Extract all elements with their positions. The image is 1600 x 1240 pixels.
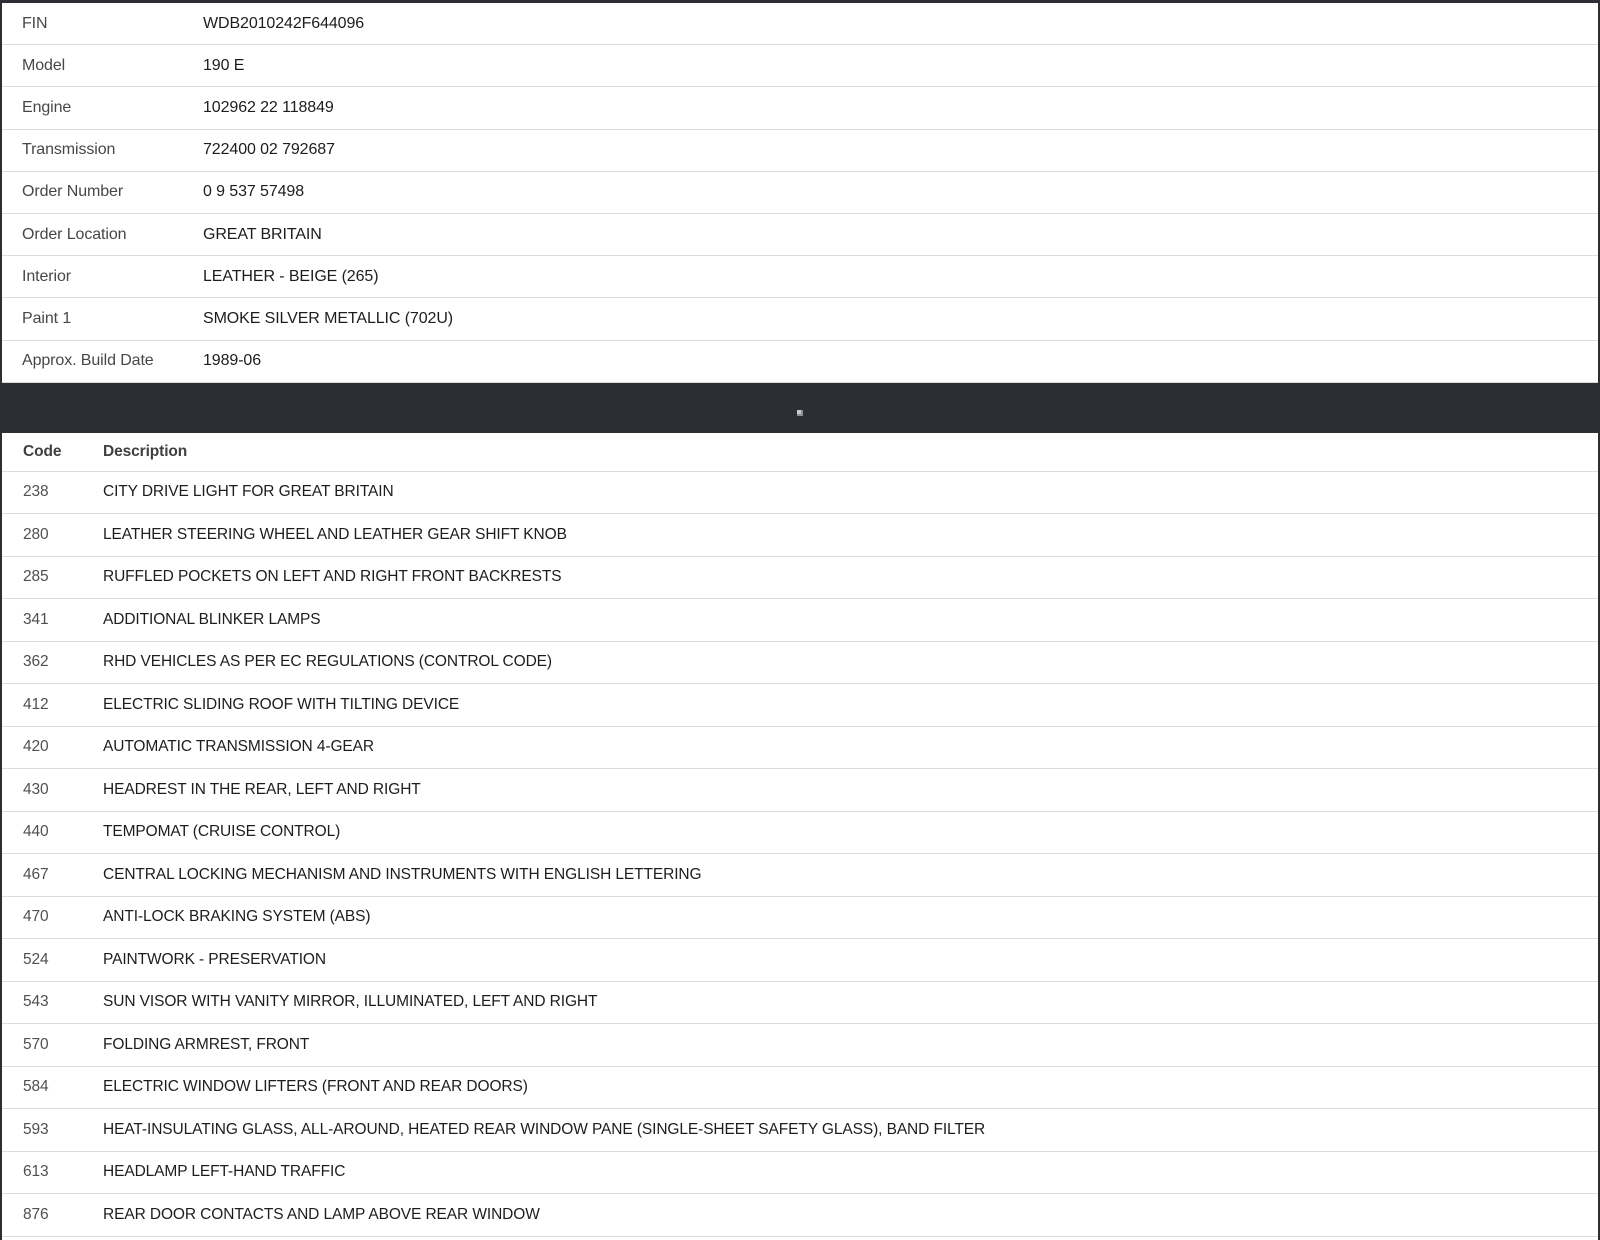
spec-value: 190 E [203,56,245,74]
spec-row [2,298,1598,340]
option-code: 467 [23,865,49,883]
option-description: ADDITIONAL BLINKER LAMPS [103,610,321,628]
option-description: SUN VISOR WITH VANITY MIRROR, ILLUMINATED, LEFT AND RIGHT [103,993,598,1011]
option-codes-table [2,433,1598,1237]
table-row [2,514,1598,557]
table-row [2,897,1598,940]
table-row [2,472,1598,515]
option-description: FOLDING ARMREST, FRONT [103,1035,310,1053]
option-description: ELECTRIC WINDOW LIFTERS (FRONT AND REAR DOORS) [103,1078,528,1096]
table-row [2,854,1598,897]
option-code: 470 [23,908,49,926]
spec-value: WDB2010242F644096 [203,14,365,32]
spec-value: LEATHER - BEIGE (265) [203,267,379,285]
table-row [2,1067,1598,1110]
spec-row [2,45,1598,87]
table-row [2,727,1598,770]
spec-label: Model [22,56,66,74]
table-row [2,1109,1598,1152]
table-row [2,557,1598,600]
table-row [2,684,1598,727]
table-row [2,1152,1598,1195]
option-description: HEAT-INSULATING GLASS, ALL-AROUND, HEATED REAR WINDOW PANE (SINGLE-SHEET SAFETY GLASS), BAND FILTER [103,1120,986,1138]
spec-label: Order Location [22,225,127,243]
table-row [2,812,1598,855]
option-description: CENTRAL LOCKING MECHANISM AND INSTRUMENTS WITH ENGLISH LETTERING [103,865,702,883]
spec-label: FIN [22,14,48,32]
option-code: 412 [23,695,49,713]
codes-table-body [2,472,1598,1237]
vehicle-spec-table [2,3,1598,383]
option-description: CITY DRIVE LIGHT FOR GREAT BRITAIN [103,483,394,501]
option-code: 584 [23,1078,49,1096]
spec-label: Transmission [22,141,116,159]
table-row [2,939,1598,982]
spec-row [2,87,1598,129]
option-code: 440 [23,823,49,841]
spec-label: Interior [22,267,71,285]
option-description: ELECTRIC SLIDING ROOF WITH TILTING DEVICE [103,695,460,713]
spec-label: Approx. Build Date [22,352,154,370]
option-code: 280 [23,525,49,543]
spec-label: Engine [22,98,72,116]
option-description: RUFFLED POCKETS ON LEFT AND RIGHT FRONT BACKRESTS [103,568,562,586]
codes-table-header [2,433,1598,472]
spec-value: 1989-06 [203,352,262,370]
option-description: RHD VEHICLES AS PER EC REGULATIONS (CONTROL CODE) [103,653,552,671]
spec-row [2,3,1598,45]
spec-row [2,256,1598,298]
option-code: 362 [23,653,49,671]
option-code: 420 [23,738,49,756]
code-column-header: Code [23,442,62,460]
spec-value: SMOKE SILVER METALLIC (702U) [203,309,454,327]
option-description: HEADREST IN THE REAR, LEFT AND RIGHT [103,780,421,798]
spec-label: Order Number [22,183,124,201]
option-description: REAR DOOR CONTACTS AND LAMP ABOVE REAR WINDOW [103,1205,540,1223]
option-code: 341 [23,610,49,628]
option-description: AUTOMATIC TRANSMISSION 4-GEAR [103,738,374,756]
spec-value: 0 9 537 57498 [203,183,305,201]
table-row [2,982,1598,1025]
option-description: ANTI-LOCK BRAKING SYSTEM (ABS) [103,908,371,926]
option-code: 285 [23,568,49,586]
table-row [2,769,1598,812]
table-row [2,642,1598,685]
option-code: 524 [23,950,49,968]
table-row [2,1024,1598,1067]
option-code: 613 [23,1163,49,1181]
spec-row [2,341,1598,383]
table-row [2,599,1598,642]
option-description: TEMPOMAT (CRUISE CONTROL) [103,823,341,841]
broken-image-icon [797,410,803,416]
option-description: HEADLAMP LEFT-HAND TRAFFIC [103,1163,346,1181]
option-code: 238 [23,483,49,501]
spec-row [2,172,1598,214]
option-description: PAINTWORK - PRESERVATION [103,950,326,968]
option-code: 543 [23,993,49,1011]
option-description: LEATHER STEERING WHEEL AND LEATHER GEAR SHIFT KNOB [103,525,567,543]
spec-row [2,130,1598,172]
description-column-header: Description [103,442,188,460]
option-code: 430 [23,780,49,798]
spec-value: GREAT BRITAIN [203,225,322,243]
spec-label: Paint 1 [22,309,72,327]
option-code: 876 [23,1205,49,1223]
option-code: 570 [23,1035,49,1053]
spec-value: 102962 22 118849 [203,98,334,116]
table-row [2,1194,1598,1237]
spec-row [2,214,1598,256]
spec-value: 722400 02 792687 [203,141,335,159]
option-code: 593 [23,1120,49,1138]
section-divider-bar [0,383,1600,433]
